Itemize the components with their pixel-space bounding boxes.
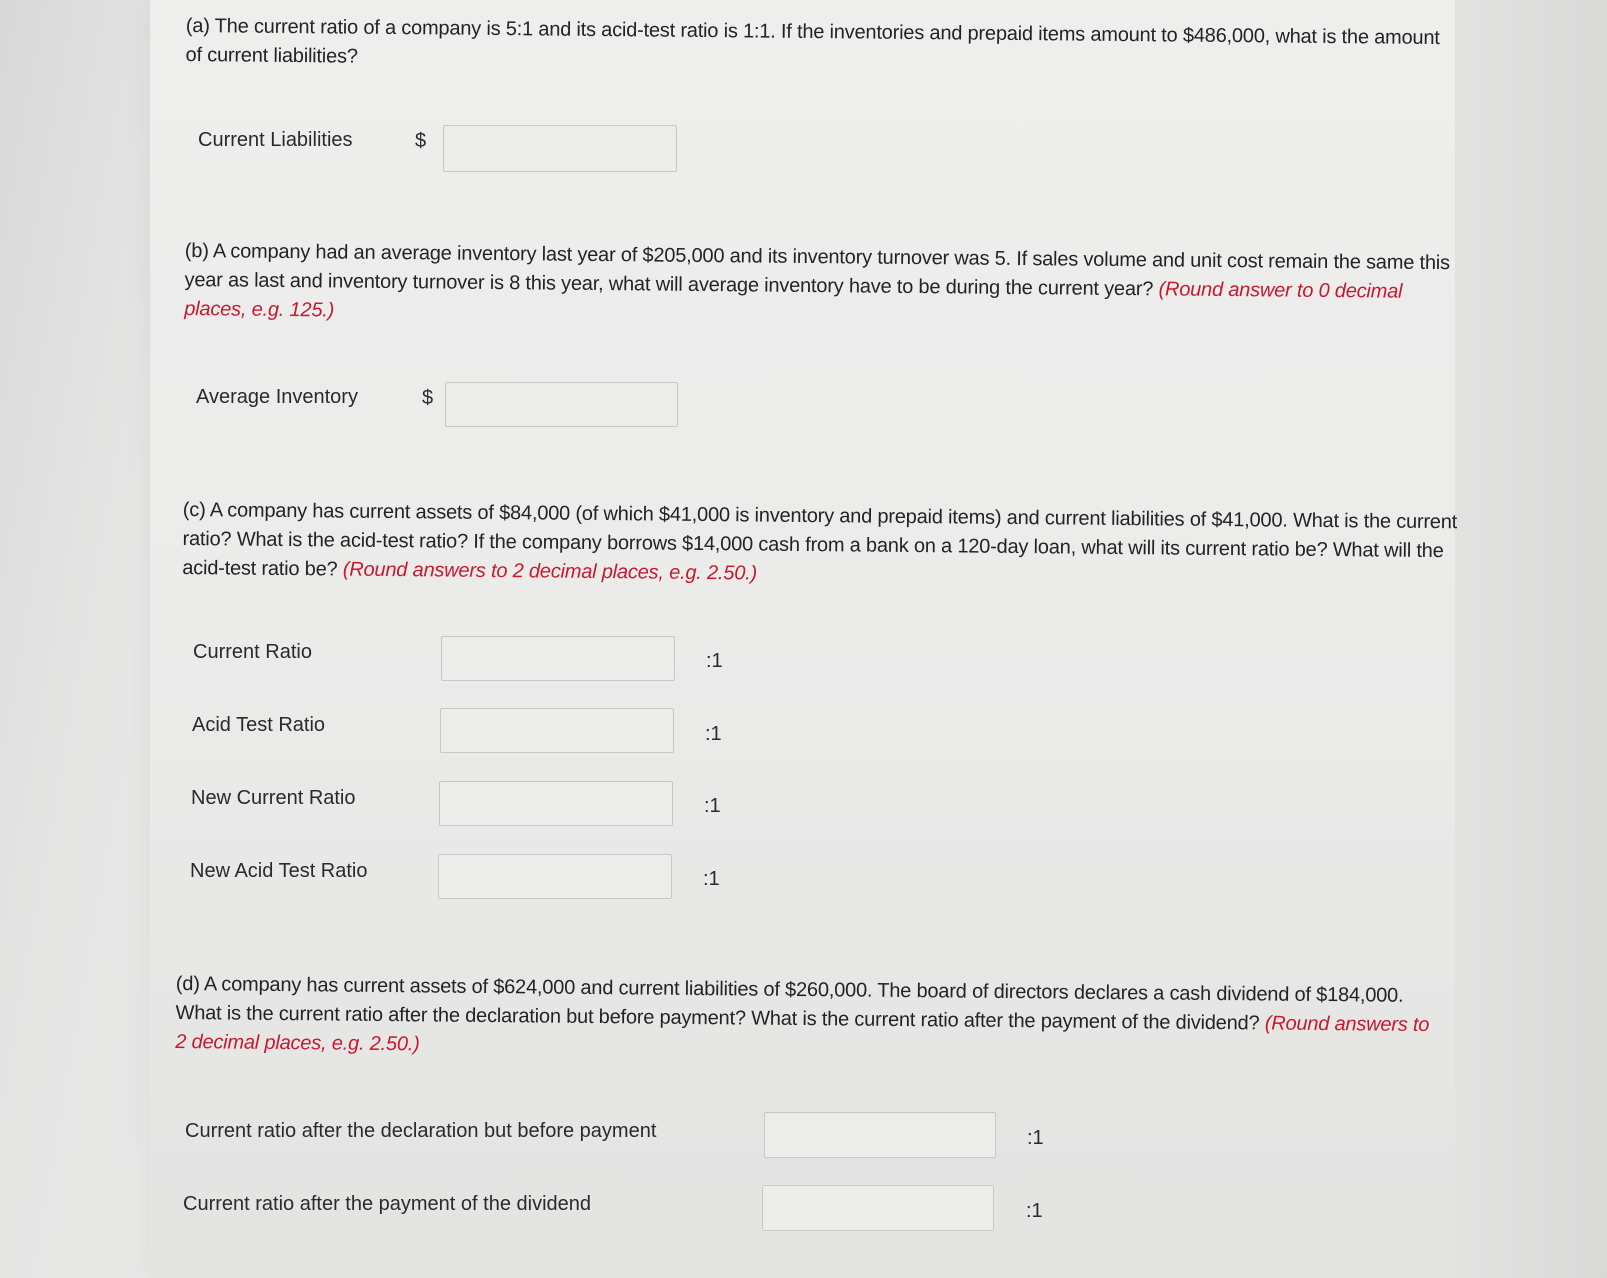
question-c <box>182 496 1463 595</box>
question-d-text: (d) A company has current assets of $624,000 and current liabilities of $260,000. The board of directors declares a cash dividend of $184,000. What is the current ratio after the declaration but before payment? What is the current ratio after the payment of the dividend? <box>175 972 1404 1035</box>
current-ratio-label: Current Ratio <box>193 641 312 663</box>
current-liabilities-dollar-sign: $ <box>415 130 427 152</box>
question-b <box>184 237 1460 336</box>
new-current-ratio-input[interactable] <box>439 781 673 826</box>
question-c-text: (c) A company has current assets of $84,000 (of which $41,000 is inventory and prepaid items) and current liabilities of $41,000. What is the current ratio? What is the acid-test ratio? If the company borrows $14,000 cash from a bank on a 120-day loan, what will its current ratio be? What will the acid-test ratio be? <box>182 498 1458 581</box>
current-liabilities-label: Current Liabilities <box>198 129 353 151</box>
question-d <box>175 970 1436 1069</box>
ratio-after-declaration-input[interactable] <box>764 1112 996 1158</box>
acid-test-ratio-label: Acid Test Ratio <box>192 714 326 736</box>
current-liabilities-input[interactable] <box>443 125 677 172</box>
acid-test-ratio-suffix: :1 <box>705 723 722 745</box>
new-acid-test-ratio-input[interactable] <box>438 854 672 899</box>
acid-test-ratio-input[interactable] <box>440 708 674 753</box>
average-inventory-dollar-sign: $ <box>422 387 434 409</box>
ratio-after-payment-suffix: :1 <box>1026 1200 1043 1222</box>
current-ratio-suffix: :1 <box>706 650 723 672</box>
question-d-rounding-note: (Round answers to 2 decimal places, e.g. 2.50.) <box>175 1012 1430 1056</box>
new-current-ratio-label: New Current Ratio <box>191 787 356 809</box>
question-b-text: (b) A company had an average inventory last year of $205,000 and its inventory turnover was 5. If sales volume and unit cost remain the same this year as last and inventory turnover is 8 this year, what will average inventory have to be during the current year? <box>184 239 1450 301</box>
ratio-after-payment-input[interactable] <box>762 1185 994 1231</box>
question-a-text: (a) The current ratio of a company is 5:1 and its acid-test ratio is 1:1. If the inventories and prepaid items amount to $486,000, what is the amount of current liabilities? <box>185 14 1440 68</box>
question-a <box>185 12 1460 82</box>
new-acid-test-ratio-suffix: :1 <box>703 868 720 890</box>
ratio-after-declaration-suffix: :1 <box>1027 1127 1044 1149</box>
average-inventory-input[interactable] <box>445 382 678 427</box>
question-c-rounding-note: (Round answers to 2 decimal places, e.g. 2.50.) <box>342 558 758 585</box>
new-acid-test-ratio-label: New Acid Test Ratio <box>190 860 368 882</box>
current-ratio-input[interactable] <box>441 636 675 681</box>
ratio-after-declaration-label: Current ratio after the declaration but before payment <box>185 1120 657 1142</box>
question-b-rounding-note: (Round answer to 0 decimal places, e.g. 125.) <box>184 278 1403 322</box>
ratio-after-payment-label: Current ratio after the payment of the dividend <box>183 1193 592 1215</box>
worksheet-page <box>150 0 1458 1278</box>
average-inventory-label: Average Inventory <box>196 386 358 408</box>
new-current-ratio-suffix: :1 <box>704 795 721 817</box>
right-gutter <box>1455 0 1607 1278</box>
